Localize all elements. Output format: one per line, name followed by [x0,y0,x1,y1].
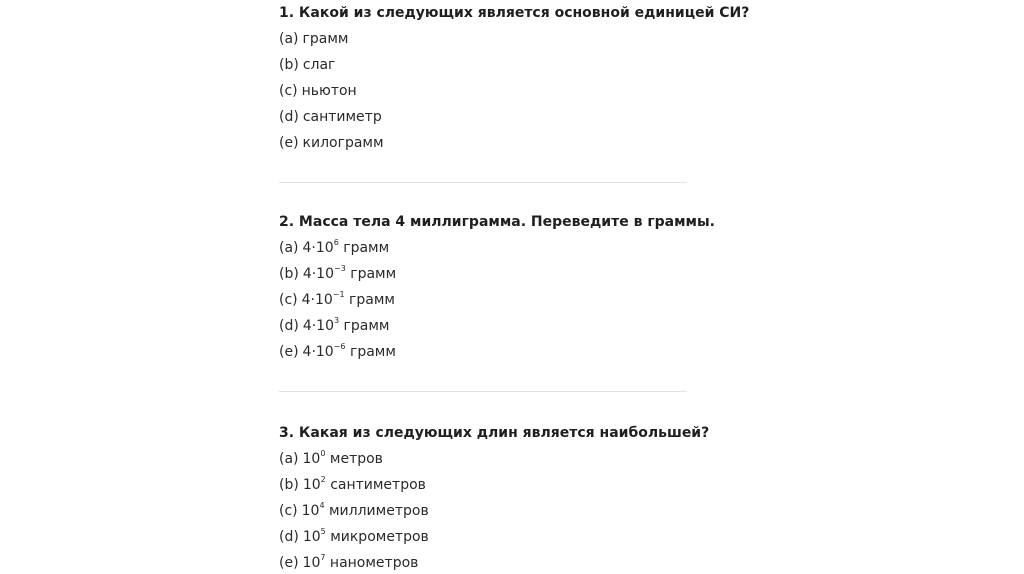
question-3-option-a [279,449,709,469]
option-text: сантиметр [302,109,382,125]
option-letter: (b) [279,57,299,73]
question-1-title: 1. Какой из следующих является основной единицей СИ? [279,5,750,21]
option-unit: грамм [350,266,397,282]
question-1-option-e [279,133,749,153]
option-unit: нанометров [329,555,419,571]
option-letter: (c) [279,83,298,99]
option-unit: грамм [343,240,390,256]
option-letter: (a) [279,31,299,47]
option-exponent: 7 [320,553,326,563]
question-2-option-c [279,290,715,310]
option-letter: (c) [279,503,298,519]
option-unit: метров [329,451,383,467]
option-exponent: −6 [333,342,346,352]
option-letter: (e) [279,135,299,151]
question-2-option-d [279,316,715,336]
option-base: 10 [302,477,321,493]
question-2-option-a [279,238,715,258]
option-unit: микрометров [330,529,429,545]
option-letter: (b) [279,477,299,493]
question-3-option-e [279,553,709,573]
question-3-option-c [279,501,709,521]
question-1-option-a [279,29,749,49]
option-letter: (d) [279,529,299,545]
option-exponent: −1 [332,290,345,300]
question-3-option-b [279,475,709,495]
option-unit: грамм [343,318,390,334]
option-text: килограмм [302,135,384,151]
option-base: 4·10 [302,318,334,334]
option-letter: (a) [279,240,299,256]
option-letter: (d) [279,318,299,334]
option-text: слаг [302,57,336,73]
option-base: 4·10 [302,266,334,282]
question-3-option-d [279,527,709,547]
option-base: 10 [302,555,321,571]
question-divider [279,391,687,392]
question-1-option-b [279,55,749,75]
question-1-option-d [279,107,749,127]
option-letter: (b) [279,266,299,282]
question-2-title: 2. Масса тела 4 миллиграмма. Переведите в граммы. [279,214,715,230]
option-base: 10 [302,529,321,545]
option-unit: миллиметров [329,503,429,519]
option-letter: (d) [279,109,299,125]
option-base: 10 [302,451,321,467]
option-unit: сантиметров [330,477,426,493]
question-2-option-b [279,264,715,284]
question-2 [279,212,715,362]
question-3-title: 3. Какая из следующих длин является наибольшей? [279,425,710,441]
option-base: 4·10 [302,344,334,360]
option-exponent: 4 [319,501,325,511]
option-unit: грамм [349,292,395,308]
option-exponent: 5 [320,527,326,537]
question-divider [279,182,687,183]
option-exponent: 3 [333,316,340,326]
option-text: грамм [302,31,349,47]
option-letter: (c) [279,292,298,308]
option-letter: (e) [279,555,299,571]
option-exponent: 6 [333,238,339,248]
option-base: 4·10 [301,292,333,308]
option-unit: грамм [349,344,396,360]
question-1-option-c [279,81,749,101]
question-2-option-e [279,342,715,362]
question-1 [279,3,749,153]
question-3 [279,423,709,573]
option-base: 4·10 [302,240,334,256]
option-exponent: 2 [320,475,326,485]
option-letter: (a) [279,451,299,467]
option-base: 10 [301,503,320,519]
option-exponent: 0 [320,449,326,459]
option-text: ньютон [301,83,357,99]
option-letter: (e) [279,344,299,360]
option-exponent: −3 [333,264,346,274]
